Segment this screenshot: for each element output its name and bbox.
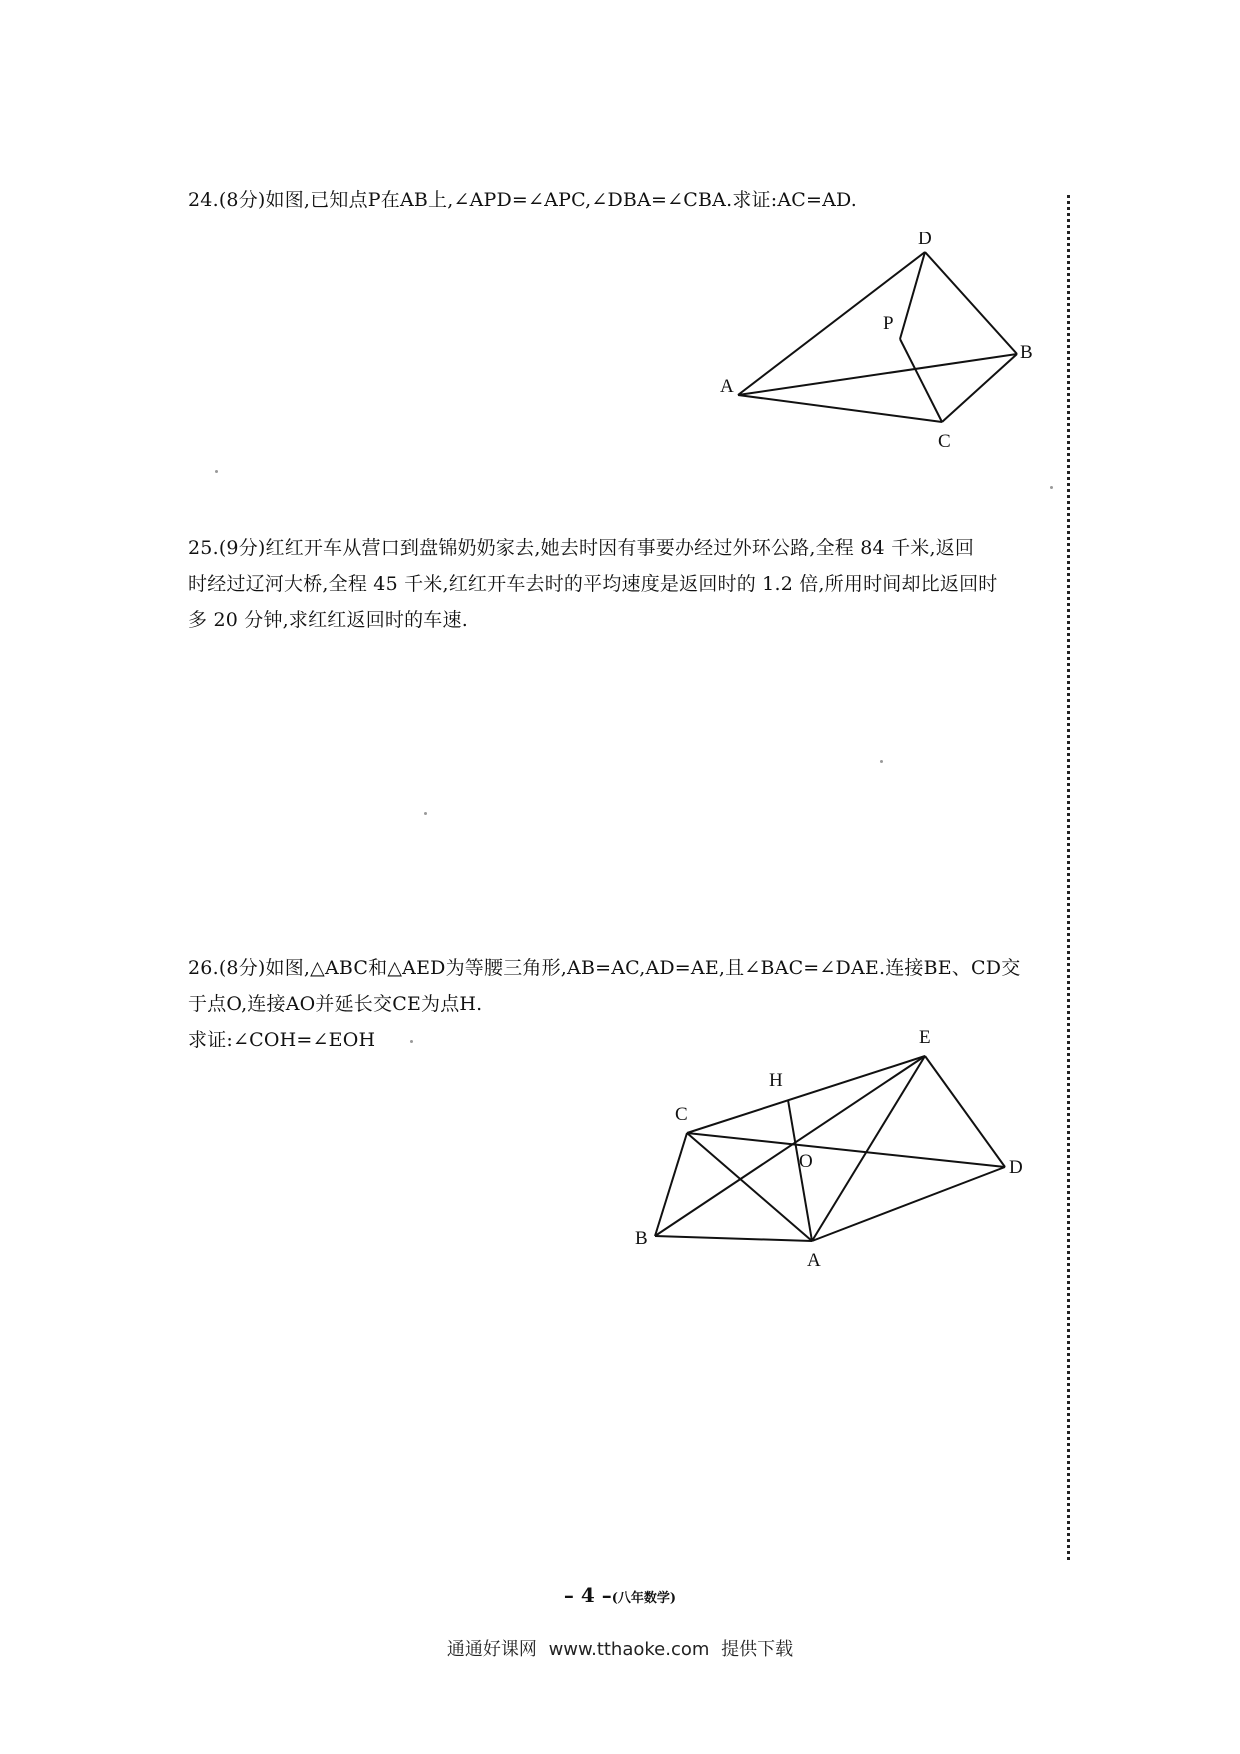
question-24 xyxy=(188,182,1043,218)
segment-BA xyxy=(655,1236,812,1241)
segment-ED xyxy=(925,1056,1005,1167)
question-24-text: 24.(8分)如图,已知点P在AB上,∠APD=∠APC,∠DBA=∠CBA.求证:AC=AD. xyxy=(188,189,858,211)
scan-speck xyxy=(410,1040,413,1043)
scan-speck xyxy=(215,470,218,473)
segment-DB xyxy=(925,252,1017,354)
page-subject: (八年数学) xyxy=(611,1591,677,1606)
figure-26 xyxy=(635,1020,1035,1275)
question-25-line-1: 25.(9分)红红开车从营口到盘锦奶奶家去,她去时因有事要办经过外环公路,全程 84 千米,返回 xyxy=(188,537,975,559)
segment-AB xyxy=(738,354,1017,395)
label-A: A xyxy=(807,1250,821,1271)
figure-26-svg xyxy=(635,1020,1035,1275)
question-26-line-1: 26.(8分)如图,△ABC和△AED为等腰三角形,AB=AC,AD=AE,且∠BAC=∠DAE.连接BE、CD交 xyxy=(188,957,1021,979)
label-P: P xyxy=(883,313,894,334)
label-H: H xyxy=(769,1070,783,1091)
segment-PC xyxy=(900,339,942,422)
binding-dotted-line xyxy=(1067,195,1070,1560)
label-C: C xyxy=(938,431,951,452)
scan-speck xyxy=(424,812,427,815)
segment-AD xyxy=(738,252,925,395)
label-O: O xyxy=(799,1151,813,1172)
segment-CE xyxy=(687,1056,925,1133)
label-C: C xyxy=(675,1104,688,1125)
label-B: B xyxy=(635,1228,648,1249)
label-D: D xyxy=(918,232,932,249)
label-B: B xyxy=(1020,342,1033,363)
question-26-line-2: 于点O,连接AO并延长交CE为点H. xyxy=(188,993,483,1015)
page-number-text: – 4 – xyxy=(563,1583,612,1607)
scan-speck xyxy=(880,760,883,763)
question-26-line-3: 求证:∠COH=∠EOH xyxy=(188,1029,376,1051)
segment-PD xyxy=(900,252,925,339)
segment-DA xyxy=(812,1167,1005,1241)
label-A: A xyxy=(720,376,734,397)
figure-24 xyxy=(720,232,1050,497)
segment-CA xyxy=(738,395,942,422)
source-credit: 通通好课网 www.tthaoke.com 提供下载 xyxy=(446,1639,794,1660)
page-number xyxy=(0,1583,1240,1607)
segment-BC xyxy=(655,1133,687,1236)
segment-CA xyxy=(687,1133,812,1241)
label-D: D xyxy=(1009,1157,1023,1178)
question-25-line-2: 时经过辽河大桥,全程 45 千米,红红开车去时的平均速度是返回时的 1.2 倍,所用时间却比返回时 xyxy=(188,573,998,595)
question-25-line-3: 多 20 分钟,求红红返回时的车速. xyxy=(188,609,468,631)
scan-speck xyxy=(1050,486,1053,489)
question-25 xyxy=(188,530,1043,638)
label-E: E xyxy=(919,1027,931,1048)
figure-24-svg xyxy=(720,232,1050,497)
segment-CD xyxy=(687,1133,1005,1167)
segment-BE xyxy=(655,1056,925,1236)
